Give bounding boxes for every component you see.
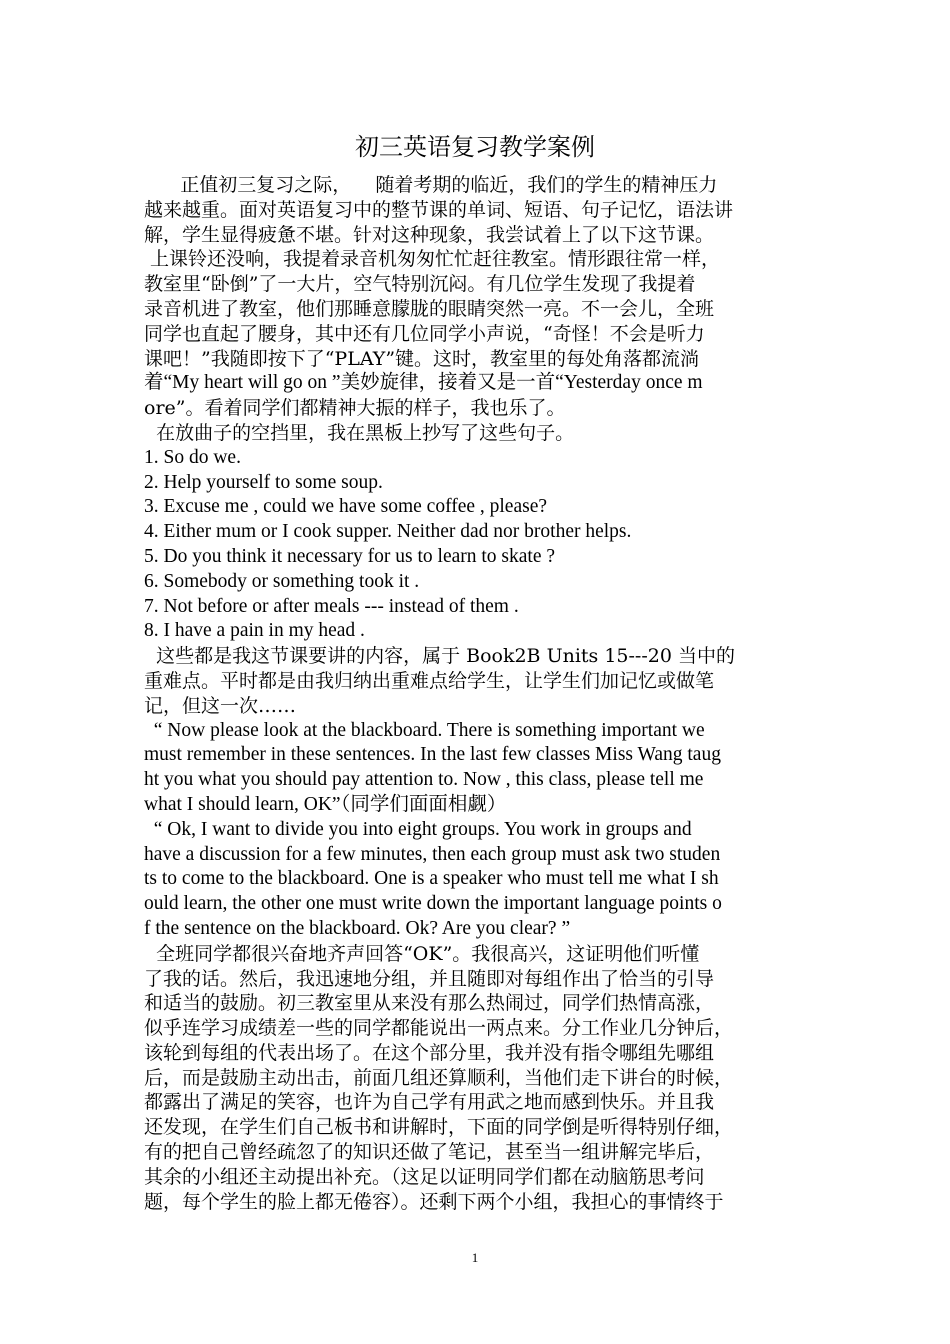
paragraph-line: 3. Excuse me , could we have some coffee , please? — [144, 496, 548, 518]
paragraph-line: 后，而是鼓励主动出击，前面几组还算顺利，当他们走下讲台的时候， — [144, 1066, 734, 1089]
paragraph-line: 越来越重。面对英语复习中的整节课的单词、短语、句子记忆，语法讲 — [144, 198, 734, 221]
paragraph-line: 有的把自己曾经疏忽了的知识还做了笔记，甚至当一组讲解完毕后， — [144, 1141, 715, 1164]
paragraph-line: ore”。看着同学们都精神大振的样子，我也乐了。 — [144, 397, 566, 420]
paragraph-line: 在放曲子的空挡里，我在黑板上抄写了这些句子。 — [144, 421, 575, 444]
paragraph-line: 似乎连学习成绩差一些的同学都能说出一两点来。分工作业几分钟后， — [144, 1017, 734, 1040]
paragraph-line: ht you what you should pay attention to. Now , this class, please tell me — [144, 769, 704, 791]
paragraph-line: 该轮到每组的代表出场了。在这个部分里，我并没有指令哪组先哪组 — [144, 1041, 715, 1064]
paragraph-line: “ Now please look at the blackboard. There is something important we — [144, 719, 705, 741]
paragraph-line: 2. Help yourself to some soup. — [144, 471, 383, 493]
paragraph-line: have a discussion for a few minutes, then each group must ask two studen — [144, 843, 721, 865]
paragraph-line: must remember in these sentences. In the last few classes Miss Wang taug — [144, 744, 721, 766]
paragraph-line: 记，但这一次…… — [144, 694, 297, 717]
paragraph-line: 教室里“卧倒”了一大片，空气特别沉闷。有几位学生发现了我提着 — [144, 273, 696, 296]
paragraph-line: 同学也直起了腰身，其中还有几位同学小声说，“奇怪！不会是听力 — [144, 322, 705, 345]
paragraph-line: what I should learn, OK”（同学们面面相觑） — [144, 793, 507, 815]
paragraph-line: ts to come to the blackboard. One is a speaker who must tell me what I sh — [144, 868, 719, 890]
paragraph-line: 5. Do you think it necessary for us to learn to skate ? — [144, 545, 556, 567]
paragraph-line: 正值初三复习之际， 随着考期的临近，我们的学生的精神压力 — [144, 174, 718, 196]
paragraph-line: 全班同学都很兴奋地齐声回答“OK”。我很高兴，这证明他们听懂 — [144, 942, 700, 965]
document-body — [144, 173, 808, 1214]
paragraph-line: 还发现，在学生们自己板书和讲解时，下面的同学倒是听得特别仔细， — [144, 1116, 734, 1139]
paragraph-line: “ Ok, I want to divide you into eight groups. You work in groups and — [144, 818, 692, 840]
paragraph-line: 录音机进了教室，他们那睡意朦胧的眼睛突然一亮。不一会儿，全班 — [144, 297, 715, 320]
page-number: 1 — [471, 1250, 479, 1265]
paragraph-line: 课吧！”我随即按下了“PLAY”键。这时，教室里的每处角落都流淌 — [144, 347, 700, 370]
paragraph-line: f the sentence on the blackboard. Ok? Are you clear? ” — [144, 917, 571, 939]
paragraph-line: 4. Either mum or I cook supper. Neither dad nor brother helps. — [144, 521, 632, 543]
paragraph-line: 解，学生显得疲惫不堪。针对这种现象，我尝试着上了以下这节课。 — [144, 223, 715, 246]
paragraph-line: 了我的话。然后，我迅速地分组，并且随即对每组作出了恰当的引导 — [144, 967, 715, 990]
paragraph-line: ould learn, the other one must write down the important language points o — [144, 893, 722, 915]
paragraph-line: 题，每个学生的脸上都无倦容）。还剩下两个小组，我担心的事情终于 — [144, 1190, 724, 1213]
paragraph-line: 和适当的鼓励。初三教室里从来没有那么热闹过，同学们热情高涨， — [144, 992, 715, 1015]
paragraph-line: 着“My heart will go on ”美妙旋律，接着又是一首“Yesterday once m — [144, 372, 703, 394]
paragraph-line: 6. Somebody or something took it . — [144, 570, 420, 592]
document-title: 初三英语复习教学案例 — [355, 133, 595, 161]
paragraph-line: 都露出了满足的笑容，也许为自己学有用武之地而感到快乐。并且我 — [144, 1091, 715, 1114]
paragraph-line: 1. So do we. — [144, 446, 241, 468]
paragraph-line: 这些都是我这节课要讲的内容，属于 Book2B Units 15---20 当中的 — [144, 645, 735, 668]
paragraph-line: 其余的小组还主动提出补充。（这足以证明同学们都在动脑筋思考问 — [144, 1165, 705, 1188]
paragraph-line: 7. Not before or after meals --- instead of them . — [144, 595, 519, 617]
paragraph-line: 8. I have a pain in my head . — [144, 620, 365, 642]
paragraph-line: 上课铃还没响，我提着录音机匆匆忙忙赶往教室。情形跟往常一样， — [144, 248, 721, 271]
paragraph-line: 重难点。平时都是由我归纳出重难点给学生，让学生们加记忆或做笔 — [144, 669, 715, 692]
